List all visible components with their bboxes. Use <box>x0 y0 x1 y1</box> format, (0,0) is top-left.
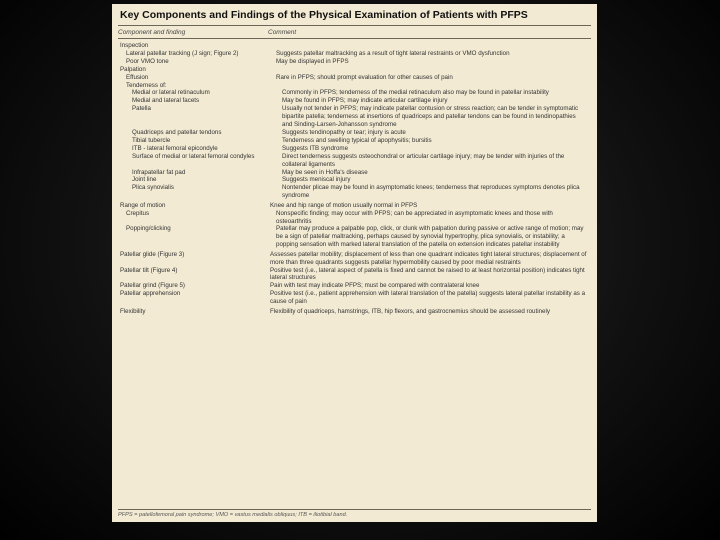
table-document <box>112 4 597 522</box>
table-row <box>118 97 591 105</box>
table-row <box>118 308 591 316</box>
table-row <box>118 129 591 137</box>
table-row <box>118 66 591 74</box>
row-component: Lateral patellar tracking (J sign; Figure 2) <box>126 49 239 57</box>
row-component: Medial or lateral retinaculum <box>132 89 210 97</box>
row-component: ITB - lateral femoral epicondyle <box>132 144 218 152</box>
row-component: Range of motion <box>120 201 166 209</box>
table-row <box>118 267 591 283</box>
row-component: Joint line <box>132 176 157 184</box>
row-comment: Patellar may produce a palpable pop, click, or clunk with palpation during passive or active range of motion; may be a sign of patellar maltracking, perhaps caused by synovial hypertrophy, plica synovialis, or instability; a popping sensation with marked lateral translation of the patella on extension indicates patellar instability <box>276 225 584 249</box>
table-row <box>118 169 591 177</box>
row-comment: Assesses patellar mobility; displacement of less than one quadrant indicates tight lateral structures; displacement of more than three quadrants suggests patellar hypermobility caused by poor medial restraints <box>270 250 587 266</box>
row-comment: Suggests meniscal injury <box>282 176 351 184</box>
row-comment: May be seen in Hoffa's disease <box>282 168 368 176</box>
row-comment <box>270 42 591 50</box>
row-component: Patellar apprehension <box>120 290 181 298</box>
row-comment: Suggests tendinopathy or tear; injury is acute <box>282 128 406 136</box>
row-component: Plica synovialis <box>132 184 174 192</box>
table-row <box>118 176 591 184</box>
row-component: Infrapatellar fat pad <box>132 168 186 176</box>
row-comment <box>270 66 591 74</box>
row-component: Patella <box>132 105 151 113</box>
table-row <box>118 58 591 66</box>
row-component: Inspection <box>120 42 149 49</box>
table-row <box>118 42 591 50</box>
row-comment: Usually not tender in PFPS; may indicate patellar contusion or stress reaction; can be tender in symptomatic bipartite patella; tenderness at insertions of quadriceps and patellar tendons can be found in tendinopathies and Sinding-Larsen-Johansson syndrome <box>282 105 579 129</box>
row-component: Patellar tilt (Figure 4) <box>120 266 178 274</box>
row-component: Popping/clicking <box>126 225 171 233</box>
row-component: Crepitus <box>126 209 150 217</box>
row-comment: Suggests ITB syndrome <box>282 144 349 152</box>
row-comment: Knee and hip range of motion usually normal in PFPS <box>270 201 418 209</box>
table-row <box>118 153 591 169</box>
table-row <box>118 137 591 145</box>
row-comment: May be found in PFPS; may indicate articular cartilage injury <box>282 97 448 105</box>
table-row <box>118 145 591 153</box>
row-comment: Positive test (i.e., lateral aspect of patella is fixed and cannot be raised to at least horizontal position) indicates tight lateral structures <box>270 266 585 282</box>
table-body <box>118 39 591 316</box>
row-comment: Flexibility of quadriceps, hamstrings, ITB, hip flexors, and gastrocnemius should be assessed routinely <box>270 307 550 315</box>
table-row <box>118 82 591 90</box>
table-footnote: PFPS = patellofemoral pain syndrome; VMO = vastus medialis obliquus; ITB = iliotibial band. <box>118 509 591 518</box>
row-component: Tibial tubercle <box>132 136 171 144</box>
row-component: Surface of medial or lateral femoral condyles <box>132 152 255 160</box>
table-row <box>118 202 591 210</box>
row-comment: Suggests patellar maltracking as a result of tight lateral restraints or VMO dysfunction <box>276 49 510 57</box>
table-row <box>118 290 591 306</box>
row-component: Medial and lateral facets <box>132 97 200 105</box>
row-component: Flexibility <box>120 307 146 315</box>
row-comment <box>276 82 591 90</box>
table-row <box>118 74 591 82</box>
table-row <box>118 282 591 290</box>
column-header-comment: Comment <box>268 28 297 36</box>
table-row <box>118 210 591 226</box>
table-row <box>118 105 591 129</box>
row-component: Patellar grind (Figure 5) <box>120 282 185 290</box>
row-component: Palpation <box>120 65 146 73</box>
row-comment: Nontender plicae may be found in asymptomatic knees; tenderness that reproduces symptoms denotes plica syndrome <box>282 184 580 200</box>
row-comment: May be displayed in PFPS <box>276 57 349 65</box>
table-row <box>118 89 591 97</box>
row-comment: Nonspecific finding; may occur with PFPS; can be appreciated in asymptomatic knees and those with osteoarthritis <box>276 209 553 225</box>
table-row <box>118 184 591 200</box>
table-row <box>118 251 591 267</box>
row-comment: Tenderness and swelling typical of apophysitis; bursitis <box>282 136 432 144</box>
table-row <box>118 225 591 249</box>
row-comment: Direct tenderness suggests osteochondral or articular cartilage injury; may be tender with injuries of the collateral ligaments <box>282 152 565 168</box>
row-component: Quadriceps and patellar tendons <box>132 128 222 136</box>
column-header-component: Component and finding <box>118 28 186 36</box>
row-comment: Positive test (i.e., patient apprehension with lateral translation of the patella) suggests lateral patellar instability as a cause of pain <box>270 290 586 306</box>
row-component: Tenderness of: <box>126 81 167 89</box>
row-comment: Pain with test may indicate PFPS; must be compared with contralateral knee <box>270 282 480 290</box>
row-comment: Rare in PFPS; should prompt evaluation for other causes of pain <box>276 73 453 81</box>
table-title: Key Components and Findings of the Physical Examination of Patients with PFPS <box>120 9 528 21</box>
table-row <box>118 50 591 58</box>
row-component: Poor VMO tone <box>126 57 169 65</box>
table-header-row <box>118 25 591 39</box>
row-component: Effusion <box>126 73 149 81</box>
row-comment: Commonly in PFPS; tenderness of the medial retinaculum also may be found in patellar instability <box>282 89 549 97</box>
row-component: Patellar glide (Figure 3) <box>120 250 185 258</box>
